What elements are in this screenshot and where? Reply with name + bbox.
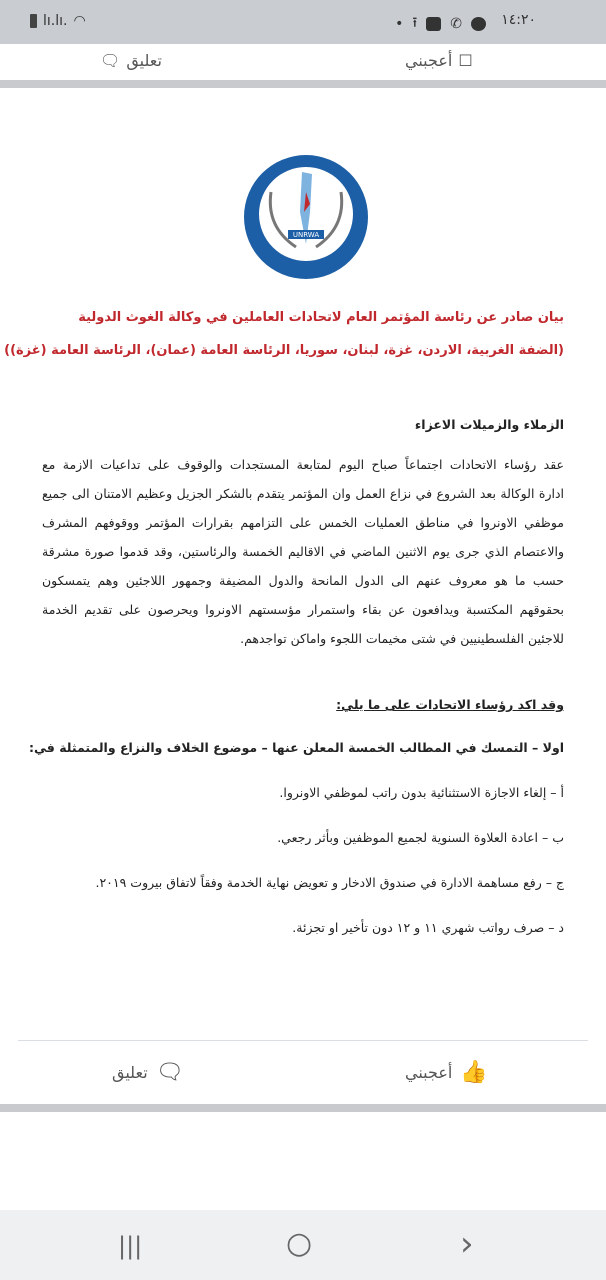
list-item: ب – اعادة العلاوة السنوية لجميع الموظفين وبأثر رجعي.	[277, 830, 564, 845]
greeting: الزملاء والزميلات الاعزاء	[414, 417, 564, 432]
thumbs-up-icon: 👍	[460, 1060, 488, 1085]
android-nav-bar	[0, 1210, 606, 1280]
messenger-icon	[471, 17, 486, 31]
paragraph-line: بحقوقهم المكتسبة ويدافعون عن بقاء واستمرار مؤسستهم الاونروا ويحرصون على تقديم الخدمة	[42, 602, 564, 617]
comment-label: تعليق	[126, 51, 162, 70]
prev-like-button[interactable]	[405, 51, 473, 71]
thumbs-up-icon: ☐	[458, 51, 473, 70]
list-item: ج – رفع مساهمة الادارة في صندوق الادخار و تعويض نهاية الخدمة وفقاً لاتفاق بيروت ٢٠١٩.	[95, 875, 564, 890]
comment-label: تعليق	[112, 1063, 148, 1082]
confirm-heading: وقد اكد رؤساء الاتحادات على ما يلي:	[336, 697, 564, 712]
upload-icon: ⭱	[412, 15, 418, 31]
comment-button[interactable]	[112, 1060, 184, 1085]
recents-button[interactable]: |||	[118, 1232, 143, 1260]
divider	[0, 80, 606, 88]
list-item: د – صرف رواتب شهري ١١ و ١٢ دون تأخير او تجزئة.	[292, 920, 564, 935]
like-label: أعجبني	[405, 51, 453, 70]
comment-icon: 🗨	[155, 1060, 184, 1085]
signal-icon: lı.lı.	[43, 13, 68, 29]
back-button[interactable]: ›	[460, 1224, 474, 1264]
title-line-1: بيان صادر عن رئاسة المؤتمر العام لاتحادات العاملين في وكالة الغوث الدولية	[78, 310, 564, 325]
logo-label: UNRWA	[292, 231, 320, 239]
actions-divider	[18, 1040, 588, 1041]
dot-icon: •	[395, 16, 404, 32]
wifi-icon: ◠	[73, 13, 86, 29]
clock: ١٤:٢٠	[501, 12, 536, 28]
previous-post-actions	[0, 44, 606, 80]
title-line-2: (الضفة الغربية، الاردن، غزة، لبنان، سوريا، الرئاسة العامة (عمان)، الرئاسة العامة (غزة))	[4, 343, 564, 358]
first-point: اولا – التمسك في المطالب الخمسة المعلن عنها – موضوع الخلاف والنزاع والمتمثلة في:	[29, 740, 564, 755]
like-button[interactable]	[405, 1060, 488, 1085]
home-button[interactable]: ○	[286, 1226, 313, 1261]
paragraph-line: للاجئين الفلسطينيين في شتى مخيمات اللجوء واماكن تواجدهم.	[240, 631, 564, 646]
call-icon: ✆	[450, 16, 462, 32]
divider	[0, 1104, 606, 1112]
paragraph-line: موظفي الاونروا في مناطق العمليات الخمس على التزامهم بقرارات المؤتمر ووقوفهم المشرف	[42, 515, 564, 530]
comment-icon: 🗨	[100, 51, 121, 70]
paragraph-line: عقد رؤساء الاتحادات اجتماعاً صباح اليوم لمتابعة المستجدات والوقوف على تداعيات الازمة مع	[42, 457, 564, 472]
prev-comment-button[interactable]	[100, 51, 162, 71]
paragraph-line: ادارة الوكالة بعد الشروع في نزاع العمل وان المؤتمر يتقدم بالشكر الجزيل وعظيم الامتنان الى جميع	[42, 486, 564, 501]
battery-icon	[30, 14, 37, 28]
union-logo	[236, 152, 376, 282]
status-bar	[0, 0, 606, 44]
paragraph-line: والاعتصام الذي جرى يوم الاثنين الماضي في الاقاليم الخمسة والرئاستين، وقد قدموا صورة مشرقة	[42, 544, 564, 559]
like-label: أعجبني	[405, 1063, 453, 1082]
youtube-icon	[426, 17, 441, 31]
paragraph-line: حسب ما هو معروف عنهم الى الدول المانحة والدول المضيفة وجمهور اللاجئين وهم يتمسكون	[42, 573, 564, 588]
list-item: أ – إلغاء الاجازة الاستثنائية بدون راتب لموظفي الاونروا.	[279, 785, 564, 800]
